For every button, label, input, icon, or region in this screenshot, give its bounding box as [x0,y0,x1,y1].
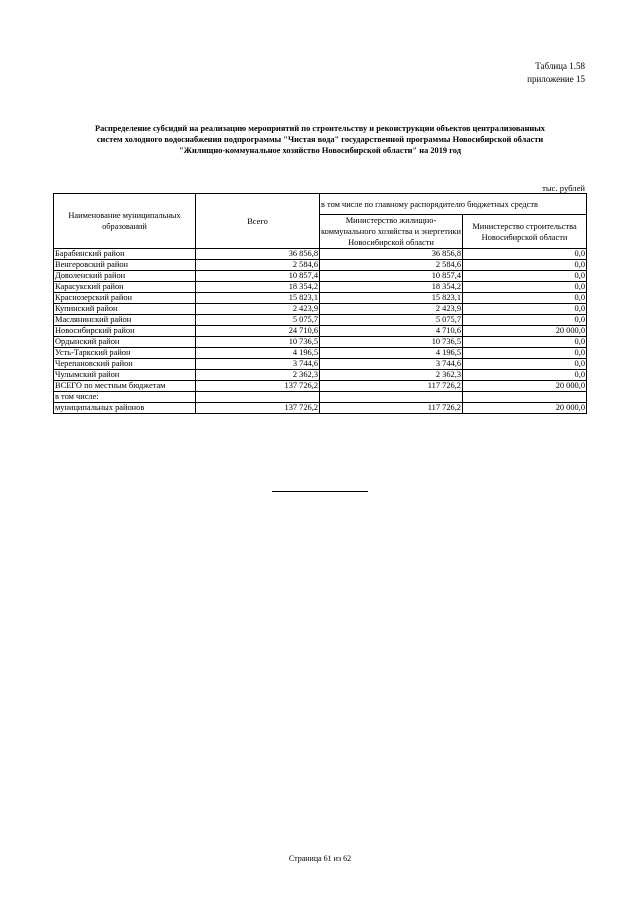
district-ministry-housing: 15 823,1 [320,293,463,304]
column-header-ministry-construction: Министерство строительства Новосибирской области [463,215,587,249]
district-total: 10 857,4 [196,271,320,282]
district-ministry-construction: 20 000,0 [463,326,587,337]
district-total: 2 362,3 [196,370,320,381]
table-row [54,271,587,282]
district-ministry-construction: 0,0 [463,249,587,260]
table-row [54,326,587,337]
table-row [54,282,587,293]
table-row [54,260,587,271]
district-ministry-housing: 4 196,5 [320,348,463,359]
title-line: систем холодного водоснабжения подпрограммы "Чистая вода" государственной программы Новосибирской области [96,135,544,144]
district-total: 5 075,7 [196,315,320,326]
district-ministry-housing: 36 856,8 [320,249,463,260]
district-ministry-housing: 5 075,7 [320,315,463,326]
district-total: 2 584,6 [196,260,320,271]
municipal-districts-label: муниципальных районов [54,403,196,414]
column-header-distributor: в том числе по главному распорядителю бюджетных средств [320,194,587,215]
district-ministry-construction: 0,0 [463,304,587,315]
district-name: Барабинский район [54,249,196,260]
district-name: Маслянинский район [54,315,196,326]
column-header-name: Наименование муниципальных образований [54,194,196,249]
district-total: 24 710,6 [196,326,320,337]
district-name: Краснозерский район [54,293,196,304]
including-row [54,392,587,403]
municipal-districts-ministry-housing: 117 726,2 [320,403,463,414]
municipal-districts-total: 137 726,2 [196,403,320,414]
separator-line [272,491,368,492]
table-row [54,359,587,370]
district-total: 18 354,2 [196,282,320,293]
table-row [54,249,587,260]
total-row-ministry-housing: 117 726,2 [320,381,463,392]
district-total: 15 823,1 [196,293,320,304]
units-label: тыс. рублей [542,183,585,193]
table-number: Таблица 1.58 [535,61,585,71]
total-row-total: 137 726,2 [196,381,320,392]
page-footer: Страница 61 из 62 [288,854,352,863]
district-ministry-construction: 0,0 [463,260,587,271]
district-ministry-housing: 2 584,6 [320,260,463,271]
district-ministry-housing: 4 710,6 [320,326,463,337]
district-ministry-housing: 2 362,3 [320,370,463,381]
table-row [54,293,587,304]
table-row [54,370,587,381]
subsidy-table [53,193,587,414]
district-ministry-construction: 0,0 [463,293,587,304]
district-name: Ордынский район [54,337,196,348]
district-name: Доволенский район [54,271,196,282]
district-name: Карасукский район [54,282,196,293]
table-row [54,348,587,359]
district-ministry-housing: 10 736,5 [320,337,463,348]
district-name: Усть-Таркский район [54,348,196,359]
district-ministry-housing: 2 423,9 [320,304,463,315]
district-ministry-construction: 0,0 [463,315,587,326]
table-row [54,337,587,348]
district-ministry-construction: 0,0 [463,370,587,381]
district-ministry-construction: 0,0 [463,271,587,282]
title-line: Распределение субсидий на реализацию мероприятий по строительству и реконструкции объектов централизованных [95,124,545,133]
district-ministry-housing: 3 744,6 [320,359,463,370]
district-total: 36 856,8 [196,249,320,260]
district-name: Венгеровский район [54,260,196,271]
district-total: 10 736,5 [196,337,320,348]
district-name: Черепановский район [54,359,196,370]
column-header-total: Всего [196,194,320,249]
district-ministry-construction: 0,0 [463,337,587,348]
district-ministry-housing: 18 354,2 [320,282,463,293]
district-name: Купинский район [54,304,196,315]
district-name: Новосибирский район [54,326,196,337]
municipal-districts-row [54,403,587,414]
appendix-label: приложение 15 [527,74,585,84]
total-row-ministry-construction: 20 000,0 [463,381,587,392]
including-label: в том числе: [54,392,196,403]
district-total: 4 196,5 [196,348,320,359]
district-ministry-construction: 0,0 [463,282,587,293]
total-row-label: ВСЕГО по местным бюджетам [54,381,196,392]
district-ministry-construction: 0,0 [463,348,587,359]
district-ministry-housing: 10 857,4 [320,271,463,282]
column-header-ministry-housing: Министерство жилищно-коммунального хозяйства и энергетики Новосибирской области [321,216,461,247]
district-ministry-construction: 0,0 [463,359,587,370]
district-total: 2 423,9 [196,304,320,315]
total-row [54,381,587,392]
municipal-districts-ministry-construction: 20 000,0 [463,403,587,414]
document-title [55,123,585,156]
table-row [54,315,587,326]
table-reference [527,60,585,86]
district-name: Чулымский район [54,370,196,381]
title-line: "Жилищно-коммунальное хозяйство Новосибирской области" на 2019 год [179,146,461,155]
table-row [54,304,587,315]
district-total: 3 744,6 [196,359,320,370]
